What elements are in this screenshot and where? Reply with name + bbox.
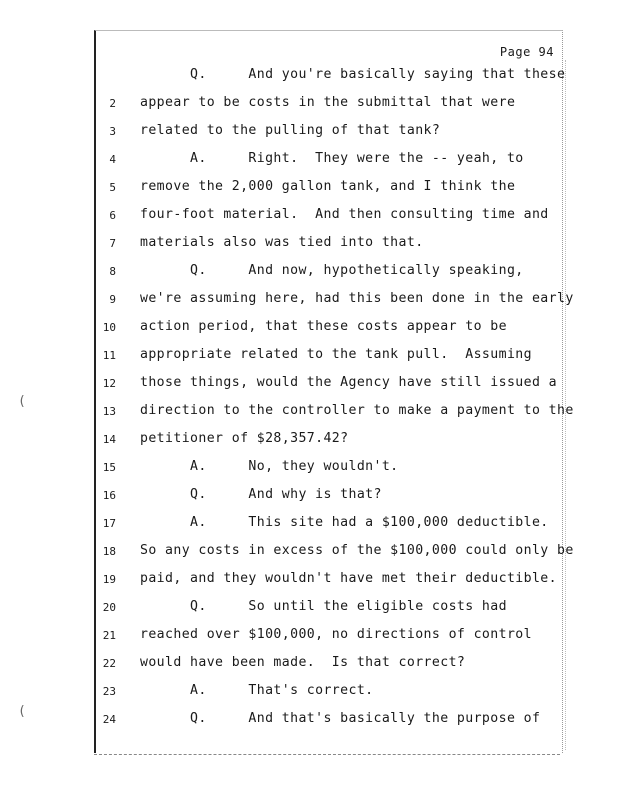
line-text: four-foot material. And then consulting time and	[140, 207, 549, 222]
transcript-line	[96, 599, 562, 619]
transcript-line	[96, 347, 562, 367]
page-number: Page 94	[499, 45, 554, 59]
transcript-line	[96, 431, 562, 451]
line-text: Q. So until the eligible costs had	[140, 599, 507, 614]
transcript-line	[96, 543, 574, 563]
transcript-line	[96, 487, 562, 507]
transcript-line	[96, 375, 562, 395]
line-text: appropriate related to the tank pull. Assuming	[140, 347, 532, 362]
transcript-line	[96, 683, 562, 703]
line-number: 24	[102, 713, 116, 726]
line-text: Q. And why is that?	[140, 487, 382, 502]
transcript-line	[96, 67, 566, 87]
line-text: Q. And now, hypothetically speaking,	[140, 263, 524, 278]
line-text: So any costs in excess of the $100,000 could only be	[140, 543, 574, 558]
line-text: petitioner of $28,357.42?	[140, 431, 349, 446]
line-number: 16	[102, 489, 116, 502]
line-number: 9	[109, 293, 116, 306]
transcript-line	[96, 571, 562, 591]
line-text: A. That's correct.	[140, 683, 374, 698]
transcript-page	[94, 30, 574, 753]
line-number: 5	[109, 181, 116, 194]
transcript-line	[96, 151, 562, 171]
line-number: 10	[102, 321, 116, 334]
line-text: would have been made. Is that correct?	[140, 655, 466, 670]
line-number: 2	[109, 97, 116, 110]
line-number: 20	[102, 601, 116, 614]
line-number: 19	[102, 573, 116, 586]
transcript-line	[96, 263, 562, 283]
line-text: action period, that these costs appear to be	[140, 319, 507, 334]
line-number: 21	[102, 629, 116, 642]
line-number: 18	[102, 545, 116, 558]
line-text: Q. And you're basically saying that these	[140, 67, 566, 82]
transcript-line	[96, 123, 562, 143]
line-number: 11	[102, 349, 116, 362]
transcript-line	[96, 403, 574, 423]
line-text: reached over $100,000, no directions of control	[140, 627, 532, 642]
line-text: A. This site had a $100,000 deductible.	[140, 515, 549, 530]
transcript-line	[96, 291, 574, 311]
transcript-line	[96, 627, 562, 647]
line-text: paid, and they wouldn't have met their deductible.	[140, 571, 557, 586]
line-number: 17	[102, 517, 116, 530]
transcript-line	[96, 319, 562, 339]
line-number: 22	[102, 657, 116, 670]
transcript-line	[96, 179, 562, 199]
line-number: 14	[102, 433, 116, 446]
line-text: materials also was tied into that.	[140, 235, 424, 250]
transcript-line	[96, 207, 562, 227]
line-number: 15	[102, 461, 116, 474]
line-text: those things, would the Agency have still issued a	[140, 375, 557, 390]
binder-hole-mark: (	[18, 394, 26, 409]
line-number: 8	[109, 265, 116, 278]
transcript-line	[96, 655, 562, 675]
line-number: 3	[109, 125, 116, 138]
line-number: 23	[102, 685, 116, 698]
line-number: 4	[109, 153, 116, 166]
binder-hole-mark: (	[18, 704, 26, 719]
transcript-line	[96, 515, 562, 535]
scan-edge-bottom	[94, 754, 560, 758]
line-number: 7	[109, 237, 116, 250]
line-text: remove the 2,000 gallon tank, and I think the	[140, 179, 516, 194]
line-text: Q. And that's basically the purpose of	[140, 711, 541, 726]
line-text: A. Right. They were the -- yeah, to	[140, 151, 524, 166]
transcript-line	[96, 95, 562, 115]
scan-edge-right	[565, 60, 567, 750]
transcript-line	[96, 711, 562, 731]
transcript-line	[96, 459, 562, 479]
transcript-line	[96, 235, 562, 255]
line-number: 6	[109, 209, 116, 222]
line-text: related to the pulling of that tank?	[140, 123, 441, 138]
line-text: direction to the controller to make a payment to the	[140, 403, 574, 418]
line-number: 13	[102, 405, 116, 418]
line-text: we're assuming here, had this been done in the early	[140, 291, 574, 306]
line-number: 12	[102, 377, 116, 390]
line-text: appear to be costs in the submittal that were	[140, 95, 516, 110]
line-text: A. No, they wouldn't.	[140, 459, 399, 474]
